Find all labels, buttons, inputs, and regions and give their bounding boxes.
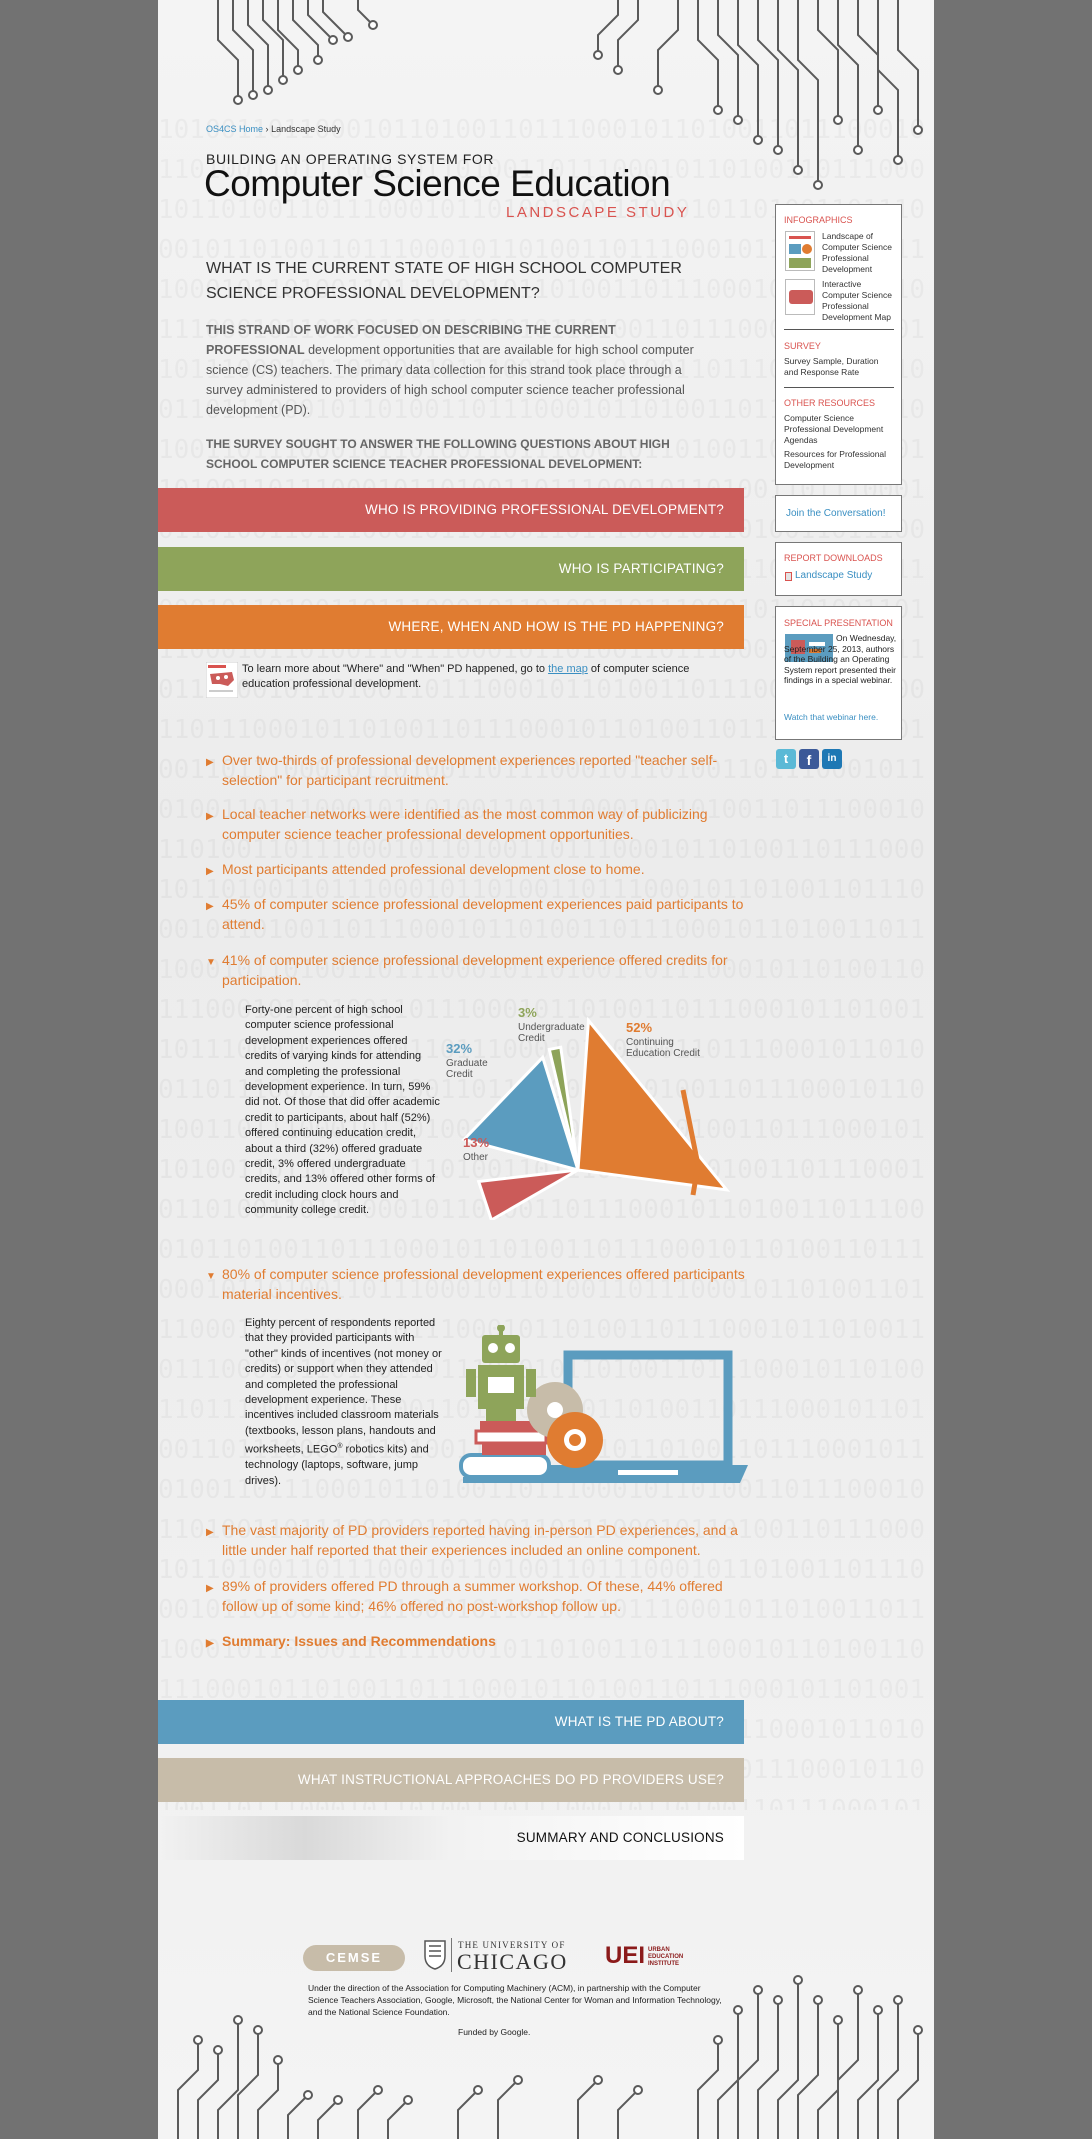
cemse-logo: CEMSE: [303, 1945, 405, 1971]
section-instructional-approaches[interactable]: WHAT INSTRUCTIONAL APPROACHES DO PD PROVIDERS USE?: [158, 1758, 744, 1802]
map-note-before: To learn more about "Where" and "When" PD happened, go to: [242, 663, 546, 675]
chart-value-label: 32%: [446, 1041, 473, 1056]
footer-text: Under the direction of the Association for Computing Machinery (ACM), in partnership with the Computer Science Teachers Association, Google, Microsoft, the National Center for Woman and Information Technology, and the National Science Foundation.: [308, 1983, 722, 2017]
collapsed-arrow-icon: ▶: [206, 811, 214, 822]
page-title: Computer Science Education: [204, 163, 671, 204]
finding-text: Summary: Issues and Recommendations: [222, 1633, 496, 1649]
other-resources-heading: OTHER RESOURCES: [784, 398, 876, 408]
linkedin-icon[interactable]: in: [822, 749, 842, 769]
collapsed-arrow-icon: ▶: [206, 901, 214, 912]
uei-subtitle: URBAN EDUCATION INSTITUTE: [648, 1947, 684, 1967]
registered-mark: ®: [337, 1443, 343, 1451]
chart-wedge-other: [479, 1170, 578, 1220]
chart-value-label: 3%: [518, 1005, 537, 1020]
intro-question: WHAT IS THE CURRENT STATE OF HIGH SCHOOL COMPUTER SCIENCE PROFESSIONAL DEVELOPMENT?: [206, 260, 682, 302]
webinar-link[interactable]: Watch that webinar here.: [784, 712, 879, 722]
incentives-text-a: Eighty percent of respondents reported that they provided participants with "other" kinds of incentives (not money or credits) or support when they attended and completed the professional development experience. These incentives included classroom materials (textbooks, lesson plans, handouts and worksheets, LEGO: [245, 1317, 442, 1456]
twitter-icon[interactable]: t: [776, 749, 796, 769]
chart-category-label: Undergraduate: [518, 1022, 585, 1033]
sidebar-divider: [784, 387, 894, 388]
section-who-participating[interactable]: WHO IS PARTICIPATING?: [158, 547, 744, 591]
intro-paragraph: [206, 320, 706, 420]
finding-text: 89% of providers offered PD through a summer workshop. Of these, 44% offered follow up of some kind; 46% offered no post-workshop follow up.: [222, 1578, 723, 1614]
chart-value-label: 13%: [463, 1135, 490, 1150]
expanded-arrow-icon: ▼: [206, 957, 216, 968]
intro-paragraph-body: development opportunities that are available for high school computer science (CS) teachers. The primary data collection for this strand took place through a survey administered to providers of high school computer science teacher professional development (PD).: [206, 343, 694, 417]
collapsed-arrow-icon: ▶: [206, 1638, 214, 1649]
funded-by-text: Funded by Google.: [458, 2027, 531, 2037]
section-where-when-how[interactable]: WHERE, WHEN AND HOW IS THE PD HAPPENING?: [158, 605, 744, 649]
breadcrumb-home-link[interactable]: OS4CS Home: [206, 124, 264, 134]
survey-link[interactable]: Survey Sample, Duration and Response Rate: [784, 356, 879, 377]
credits-chart: [438, 1005, 758, 1220]
robot-laptop-illustration: [458, 1325, 748, 1490]
finding-text: Local teacher networks were identified as the most common way of publicizing computer science teacher professional development opportunities.: [222, 806, 708, 842]
uchicago-main-text: CHICAGO: [457, 1949, 568, 1974]
uchicago-shield-icon: [424, 1940, 446, 1970]
landscape-study-download-link[interactable]: Landscape Study: [795, 570, 873, 581]
finding-text: Most participants attended professional development close to home.: [222, 861, 645, 877]
breadcrumb: [206, 124, 341, 134]
chart-category-label: Other: [463, 1152, 489, 1163]
survey-lead: THE SURVEY SOUGHT TO ANSWER THE FOLLOWING QUESTIONS ABOUT HIGH SCHOOL COMPUTER SCIENCE TEACHER PROFESSIONAL DEVELOPMENT:: [206, 437, 670, 471]
infographic-thumb-2[interactable]: [785, 279, 815, 315]
credits-detail-text: Forty-one percent of high school computer science professional development experiences offered credits of varying kinds for attending and completing the professional development experience. In turn, 59% did not. Of those that did offer academic credit to participants, about half (52%) offered continuing education credit, about a third (32%) offered graduate credit, 3% offered undergraduate credits, and 13% offered other forms of credit including clock hours and community college credit.: [245, 1004, 440, 1217]
survey-heading: SURVEY: [784, 341, 821, 351]
chart-value-label: 52%: [626, 1020, 653, 1035]
chart-category-label: Credit: [446, 1069, 473, 1080]
join-conversation-box[interactable]: [775, 495, 902, 532]
map-note-after: of computer science education professional development.: [242, 663, 690, 690]
infographic-link-2[interactable]: Interactive Computer Science Professional Development Map: [822, 279, 892, 322]
section-summary-conclusions[interactable]: SUMMARY AND CONCLUSIONS: [158, 1816, 744, 1860]
uchicago-top-text: THE UNIVERSITY OF: [458, 1940, 566, 1950]
expanded-arrow-icon: ▼: [206, 1271, 216, 1282]
chart-category-label: Education Credit: [626, 1048, 700, 1059]
incentives-detail-text: [245, 1316, 445, 1489]
page-subtitle: LANDSCAPE STUDY: [506, 204, 690, 221]
incentives-text-b: robotics kits) and technology (laptops, software, jump drives).: [245, 1443, 429, 1487]
finding-text: 45% of computer science professional development experiences paid participants to attend.: [222, 896, 744, 932]
special-presentation-text: On Wednesday, September 25, 2013, authors of the Building an Operating System report presented their findings in a special webinar.: [784, 633, 897, 685]
finding-text: 41% of computer science professional development experience offered credits for participation.: [222, 952, 728, 988]
report-downloads-box: [775, 542, 902, 596]
logo-divider: [451, 1938, 452, 1972]
infographics-heading: INFOGRAPHICS: [784, 215, 853, 225]
special-presentation-box: [775, 606, 902, 740]
finding-text: Over two-thirds of professional development experiences reported "teacher self-selection" for participant recruitment.: [222, 752, 718, 788]
facebook-icon[interactable]: f: [799, 749, 819, 769]
infographic-thumb-1[interactable]: [785, 231, 815, 271]
special-presentation-heading: SPECIAL PRESENTATION: [784, 618, 893, 628]
finding-text: 80% of computer science professional development experiences offered participants material incentives.: [222, 1266, 745, 1302]
report-downloads-heading: REPORT DOWNLOADS: [784, 553, 883, 563]
us-map-icon: [206, 662, 238, 698]
section-who-providing[interactable]: WHO IS PROVIDING PROFESSIONAL DEVELOPMENT?: [158, 488, 744, 532]
uei-logo: UEI: [605, 1942, 646, 1969]
other-resources-link-1[interactable]: Computer Science Professional Development Agendas: [784, 413, 884, 445]
collapsed-arrow-icon: ▶: [206, 757, 214, 768]
page-container: [158, 0, 934, 2139]
collapsed-arrow-icon: ▶: [206, 1527, 214, 1538]
sidebar-resources-box: [775, 204, 902, 485]
finding-text: The vast majority of PD providers reported having in-person PD experiences, and a little under half reported that their experiences included an online component.: [222, 1522, 738, 1558]
chart-category-label: Continuing: [626, 1037, 674, 1048]
pdf-icon: [785, 572, 792, 581]
join-conversation-link[interactable]: Join the Conversation!: [786, 508, 886, 519]
breadcrumb-separator: ›: [265, 124, 269, 134]
collapsed-arrow-icon: ▶: [206, 866, 214, 877]
intro-paragraph-lead: THIS STRAND OF WORK FOCUSED ON DESCRIBING THE CURRENT PROFESSIONAL: [206, 323, 616, 357]
sidebar-divider: [784, 329, 894, 330]
section-what-about[interactable]: WHAT IS THE PD ABOUT?: [158, 1700, 744, 1744]
infographic-link-1[interactable]: Landscape of Computer Science Professional Development: [822, 231, 892, 274]
other-resources-link-2[interactable]: Resources for Professional Development: [784, 449, 887, 470]
map-link[interactable]: the map: [548, 663, 588, 675]
chart-category-label: Graduate: [446, 1058, 488, 1069]
page-pre-title: BUILDING AN OPERATING SYSTEM FOR: [206, 151, 495, 167]
collapsed-arrow-icon: ▶: [206, 1583, 214, 1594]
breadcrumb-current: Landscape Study: [271, 124, 341, 134]
chart-category-label: Credit: [518, 1033, 545, 1044]
